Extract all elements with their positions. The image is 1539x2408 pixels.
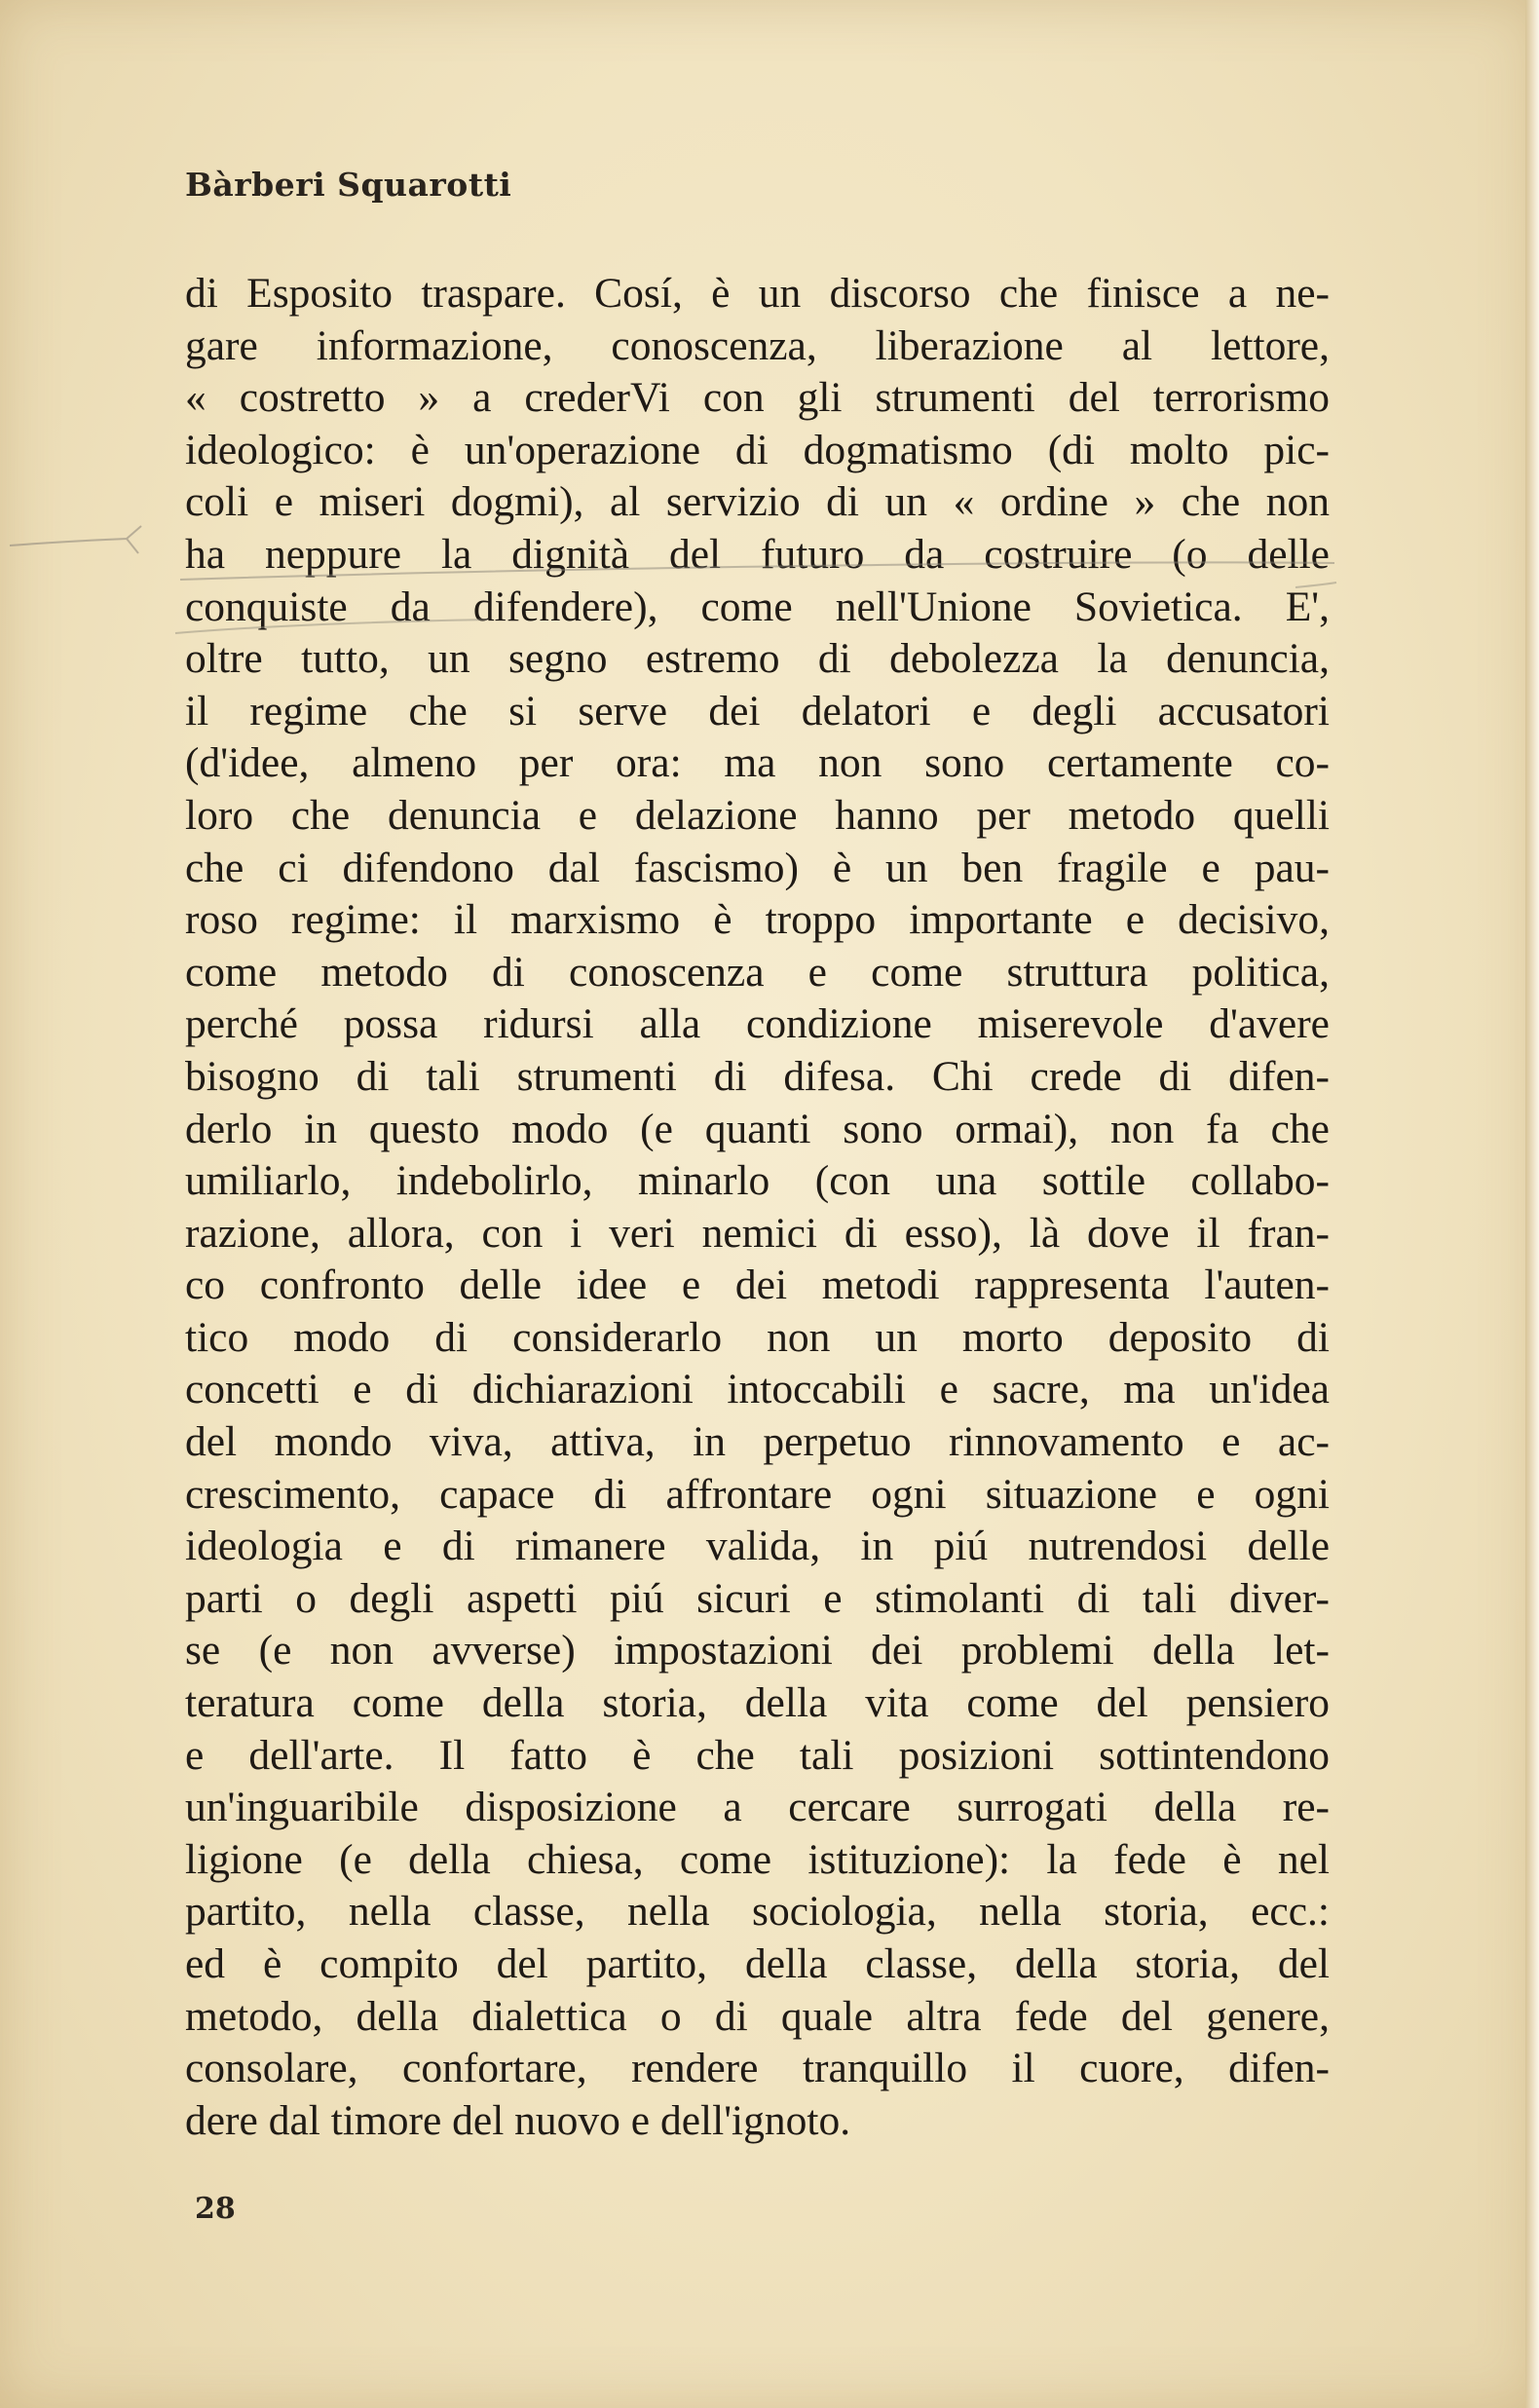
text-line: del mondo viva, attiva, in perpetuo rinnovamento e ac- — [185, 1418, 1330, 1466]
pencil-margin-arrow — [10, 526, 141, 553]
text-line: consolare, confortare, rendere tranquillo il cuore, difen- — [185, 2045, 1330, 2092]
text-line: come metodo di conoscenza e come struttura politica, — [185, 948, 1330, 996]
text-line: metodo, della dialettica o di quale altra fede del genere, — [185, 1992, 1330, 2040]
text-line: teratura come della storia, della vita come del pensiero — [185, 1679, 1330, 1727]
body-text — [185, 268, 1330, 2147]
text-line: se (e non avverse) impostazioni dei problemi della let- — [185, 1627, 1330, 1674]
text-line: coli e miseri dogmi), al servizio di un « ordine » che non — [185, 478, 1330, 526]
text-line: il regime che si serve dei delatori e degli accusatori — [185, 687, 1330, 734]
text-line: partito, nella classe, nella sociologia, nella storia, ecc.: — [185, 1888, 1330, 1936]
text-line: concetti e di dichiarazioni intoccabili e sacre, ma un'idea — [185, 1366, 1330, 1413]
text-line: dere dal timore del nuovo e dell'ignoto. — [185, 2096, 851, 2144]
text-line: perché possa ridursi alla condizione miserevole d'avere — [185, 1000, 1330, 1048]
text-line: umiliarlo, indebolirlo, minarlo (con una sottile collabo- — [185, 1157, 1330, 1205]
text-line: bisogno di tali strumenti di difesa. Chi crede di difen- — [185, 1052, 1330, 1100]
page-edge — [1525, 0, 1539, 2408]
text-line: conquiste da difendere), come nell'Unione Sovietica. E', — [185, 583, 1330, 630]
text-line: un'inguaribile disposizione a cercare surrogati della re- — [185, 1784, 1330, 1831]
text-line: ideologico: è un'operazione di dogmatismo (di molto pic- — [185, 426, 1330, 473]
text-line: roso regime: il marxismo è troppo importante e decisivo, — [185, 896, 1330, 944]
text-line: gare informazione, conoscenza, liberazione al lettore, — [185, 321, 1330, 369]
text-line: parti o degli aspetti piú sicuri e stimolanti di tali diver- — [185, 1574, 1330, 1622]
text-line: di Esposito traspare. Cosí, è un discorso che finisce a ne- — [185, 270, 1330, 317]
text-line: ligione (e della chiesa, come istituzione): la fede è nel — [185, 1835, 1330, 1883]
text-line: e dell'arte. Il fatto è che tali posizioni sottintendono — [185, 1731, 1330, 1779]
text-line: loro che denuncia e delazione hanno per metodo quelli — [185, 791, 1330, 839]
text-line: (d'idee, almeno per ora: ma non sono certamente co- — [185, 739, 1330, 787]
text-line: ed è compito del partito, della classe, della storia, del — [185, 1940, 1330, 1987]
running-head: Bàrberi Squarotti — [185, 166, 512, 204]
text-line: oltre tutto, un segno estremo di debolezza la denuncia, — [185, 635, 1330, 683]
text-line: « costretto » a crederVi con gli strumenti del terrorismo — [185, 374, 1330, 422]
text-line: ha neppure la dignità del futuro da costruire (o delle — [185, 530, 1330, 578]
text-line: co confronto delle idee e dei metodi rappresenta l'auten- — [185, 1261, 1330, 1309]
text-line: ideologia e di rimanere valida, in piú nutrendosi delle — [185, 1523, 1330, 1570]
text-line: crescimento, capace di affrontare ogni situazione e ogni — [185, 1470, 1330, 1518]
text-line: tico modo di considerarlo non un morto deposito di — [185, 1313, 1330, 1361]
text-line: razione, allora, con i veri nemici di esso), là dove il fran- — [185, 1209, 1330, 1257]
text-line: derlo in questo modo (e quanti sono ormai), non fa che — [185, 1105, 1330, 1152]
page-number: 28 — [195, 2192, 236, 2226]
text-line: che ci difendono dal fascismo) è un ben fragile e pau- — [185, 844, 1330, 891]
